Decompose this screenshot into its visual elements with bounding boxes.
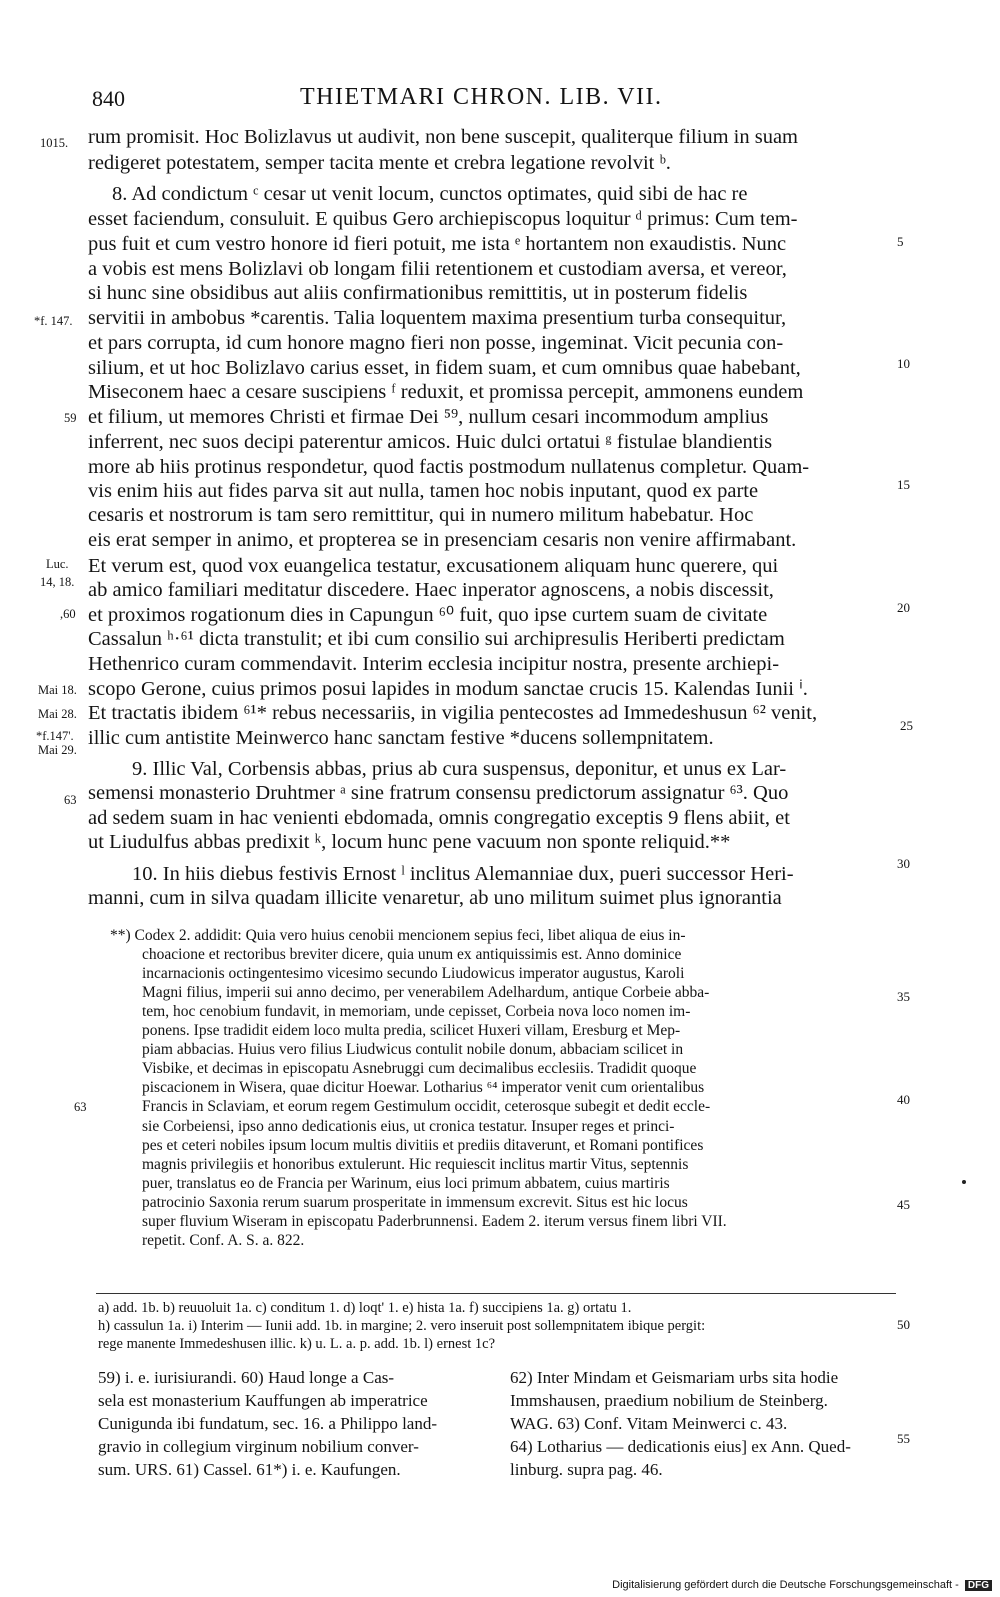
margin-date: Mai 29. [38, 743, 77, 757]
footnote-line: incarnacionis octingentesimo vicesimo secundo Liudowicus imperator augustus, Karoli [142, 965, 685, 982]
text-line: Et tractatis ibidem ⁶¹* rebus necessariis, in vigilia pentecostes ad Immedeshusun ⁶² venit, [88, 702, 818, 724]
scan-speck [962, 1180, 966, 1184]
text-line: ad sedem suam in hac venienti ebdomada, omnis congregatio exceptis 9 flens abiit, et [88, 807, 790, 829]
text-line: silium, et ut hoc Bolizlavo carius esset, in fidem suam, et cum omnibus quae habebant, [88, 357, 801, 379]
text-line: Miseconem haec a cesare suscipiens ᶠ reduxit, et promissa percepit, ammonens eundem [88, 381, 804, 403]
text-line: ut Liudulfus abbas predixit ᵏ, locum hunc pene vacuum non sponte reliquid.** [88, 831, 731, 853]
footnote-line: **) Codex 2. addidit: Quia vero huius cenobii mencionem sepius feci, libet aliqua de eius in- [110, 927, 686, 944]
running-title: THIETMARI CHRON. LIB. VII. [300, 84, 663, 110]
text-line: 10. In hiis diebus festivis Ernost ˡ inclitus Alemanniae dux, pueri successor Heri- [132, 863, 794, 885]
footnote-separator [96, 1293, 896, 1294]
credit-text: Digitalisierung gefördert durch die Deutsche Forschungsgemeinschaft - [612, 1579, 959, 1591]
footnote-line: choacione et rectoribus breviter dicere, quia unum ex antiquissimis est. Anno dominice [142, 946, 682, 963]
footnote-line: magnis privilegiis et honoribus extulerunt. Hic requiescit inclitus martir Vitus, septennis [142, 1156, 689, 1173]
footnote-line: puer, translatus eo de Francia per Warinum, eius loci primum abbatem, cuius martiris [142, 1175, 670, 1192]
note-line: 62) Inter Mindam et Geismariam urbs sita hodie [510, 1368, 839, 1387]
variant-line: rege manente Immedeshusen illic. k) u. L. a. p. add. 1b. l) ernest 1c? [98, 1336, 496, 1352]
text-line: ab amico familiari meditatur discedere. Haec inperator agnoscens, a nobis discessit, [88, 579, 774, 601]
page-number: 840 [92, 86, 125, 111]
margin-bible-ref: Luc. [46, 557, 69, 571]
text-line: esset faciendum, consuluit. E quibus Gero archiepiscopus loquitur ᵈ primus: Cum tem- [88, 208, 798, 230]
text-line: 9. Illic Val, Corbensis abbas, prius ab cura suspensus, deponitur, et unus ex Lar- [132, 758, 787, 780]
text-line: inferrent, nec suos decipi paterentur amicos. Huic dulci ortatui ᵍ fistulae blandientis [88, 431, 773, 453]
line-number: 5 [897, 234, 904, 249]
text-line: manni, cum in silva quadam illicite venaretur, ab uno militum suimet plus ignorantia [88, 887, 782, 909]
note-line: WAG. 63) Conf. Vitam Meinwerci c. 43. [510, 1414, 788, 1433]
text-line: et pars corrupta, id cum honore magno fieri non posse, ingeminat. Vicit pecunia con- [88, 332, 784, 354]
text-line: semensi monasterio Druhtmer ᵃ sine fratrum consensu predictorum assignatur ⁶³. Quo [88, 782, 789, 804]
text-line: cesaris et nostrorum is tam sero remittitur, qui in numero militum habebatur. Hoc [88, 504, 754, 526]
footnote-line: piscacionem in Wisera, quae dicitur Hoewar. Lotharius ⁶⁴ imperator venit cum orientalibus [142, 1079, 705, 1096]
variant-line: a) add. 1b. b) reuuoluit 1a. c) conditum 1. d) loqt' 1. e) hista 1a. f) succipiens 1a. g) ortatu 1. [98, 1300, 632, 1316]
margin-year: 1015. [40, 136, 69, 150]
margin-date: Mai 28. [38, 707, 77, 721]
text-line: si hunc sine obsidibus aut aliis confirmationibus remittitis, ut in posterum fidelis [88, 282, 748, 304]
text-line: a vobis est mens Bolizlavi ob longam filii retentionem et custodiam aversa, et vereor, [88, 258, 787, 280]
margin-note-ref: 63 [64, 793, 77, 807]
line-number: 30 [897, 856, 910, 871]
text-line: et filium, ut memores Christi et firmae Dei ⁵⁹, nullum cesari incommodum amplius [88, 406, 769, 428]
margin-note-ref: ,60 [60, 607, 76, 621]
text-line: redigeret potestatem, semper tacita mente et crebra legatione revolvit ᵇ. [88, 152, 671, 174]
note-line: sum. URS. 61) Cassel. 61*) i. e. Kaufungen. [98, 1460, 401, 1479]
note-line: Cunigunda ibi fundatum, sec. 16. a Philippo land- [98, 1414, 438, 1433]
footnote-line: repetit. Conf. A. S. a. 822. [142, 1232, 305, 1249]
variant-line: h) cassulun 1a. i) Interim — Iunii add. 1b. in margine; 2. vero inseruit post sollempnitatem ibique pergit: [98, 1318, 706, 1334]
footnote-line: patrocinio Saxonia rerum suarum prosperitate in immensum excrevit. Situs est hic locus [142, 1194, 688, 1211]
line-number: 35 [897, 989, 910, 1004]
footnote-line: tem, hoc cenobium fundavit, in memoriam, unde cepisset, Corbeia nova loco nomen im- [142, 1003, 691, 1020]
text-line: scopo Gerone, cuius primos posui lapides in modum sanctae crucis 15. Kalendas Iunii ⁱ. [88, 678, 808, 700]
text-line: vis enim hiis aut fides parva sit aut nulla, tamen hoc nobis inputant, quod ex parte [88, 480, 759, 502]
dfg-logo: DFG [965, 1580, 992, 1591]
text-line: Et verum est, quod vox euangelica testatur, excusationem aliquam hunc querere, qui [88, 555, 779, 577]
line-number: 20 [897, 600, 910, 615]
margin-folio: *f.147'. [36, 729, 74, 743]
text-line: Hethenrico curam commendavit. Interim ecclesia incipitur nostra, presente archiepi- [88, 653, 780, 675]
line-number: 45 [897, 1197, 910, 1212]
running-header [0, 82, 1000, 116]
margin-note-ref: 63 [74, 1100, 87, 1114]
line-number: 55 [897, 1431, 910, 1446]
footnote-line: pes et ceteri nobiles ipsum locum multis divitiis et prediis ditaverunt, et Romani pontifices [142, 1137, 704, 1154]
note-line: gravio in collegium virginum nobilium conver- [98, 1437, 419, 1456]
text-line: Cassalun ʰ·⁶¹ dicta transtulit; et ibi cum consilio sui archipresulis Heriberti predictam [88, 628, 785, 650]
footnote-line: Magni filius, imperii sui anno decimo, per venerabilem Adelhardum, antique Corbeie abba- [142, 984, 710, 1001]
text-line: servitii in ambobus *carentis. Talia loquentem maxima presentium turba consequitur, [88, 307, 787, 329]
footnote-line: piam abbacias. Huius vero filius Liudwicus contulit nobile donum, abbaciam scilicet in [142, 1041, 684, 1058]
line-number: 25 [900, 718, 913, 733]
text-line: rum promisit. Hoc Bolizlavus ut audivit, non bene suscepit, qualiterque filium in suam [88, 126, 798, 148]
line-number: 40 [897, 1092, 910, 1107]
note-line: Immshausen, praedium nobilium de Steinberg. [510, 1391, 828, 1410]
text-line: et proximos rogationum dies in Capungun ⁶⁰ fuit, quo ipse curtem suam de civitate [88, 604, 768, 626]
digitization-credit [612, 1579, 992, 1591]
margin-bible-verse: 14, 18. [40, 575, 75, 589]
line-number: 50 [897, 1317, 910, 1332]
line-number: 15 [897, 477, 910, 492]
note-line: sela est monasterium Kauffungen ab imperatrice [98, 1391, 428, 1410]
footnote-line: ponens. Ipse tradidit eidem loco multa predia, scilicet Huxeri villam, Eresburg et Mep- [142, 1022, 681, 1039]
footnote-line: Francis in Sclaviam, et eorum regem Gestimulum occidit, ceterosque subegit et dedit eccle- [142, 1098, 711, 1115]
margin-date: Mai 18. [38, 683, 77, 697]
footnote-line: sie Corbeiensi, ipso anno dedicationis eius, ut cronica testatur. Insuper reges et princi- [142, 1118, 675, 1135]
margin-note-ref: 59 [64, 411, 77, 425]
note-line: linburg. supra pag. 46. [510, 1460, 663, 1479]
text-line: illic cum antistite Meinwerco hanc sanctam festive *ducens sollempnitatem. [88, 727, 714, 749]
text-line: pus fuit et cum vestro honore id fieri potuit, me ista ᵉ hortantem non exaudistis. Nunc [88, 233, 787, 255]
footnote-line: super fluvium Wiseram in episcopatu Paderbrunnensi. Eadem 2. iterum versus finem libri VII. [142, 1213, 727, 1230]
margin-folio: *f. 147. [34, 314, 73, 328]
text-line: eis erat semper in animo, et propterea se in presenciam cesaris non venire affirmabant. [88, 529, 797, 551]
note-line: 64) Lotharius — dedicationis eius] ex Ann. Qued- [510, 1437, 851, 1456]
line-number: 10 [897, 356, 910, 371]
note-line: 59) i. e. iurisiurandi. 60) Haud longe a Cas- [98, 1368, 395, 1387]
footnote-line: Visbike, et decimas in episcopatu Asnebruggi cum decimalibus ecclesiis. Tradidit quoque [142, 1060, 697, 1077]
text-line: 8. Ad condictum ᶜ cesar ut venit locum, cunctos optimates, quid sibi de hac re [112, 183, 748, 205]
text-line: more ab hiis protinus respondetur, quod factis postmodum nullatenus completur. Quam- [88, 456, 810, 478]
